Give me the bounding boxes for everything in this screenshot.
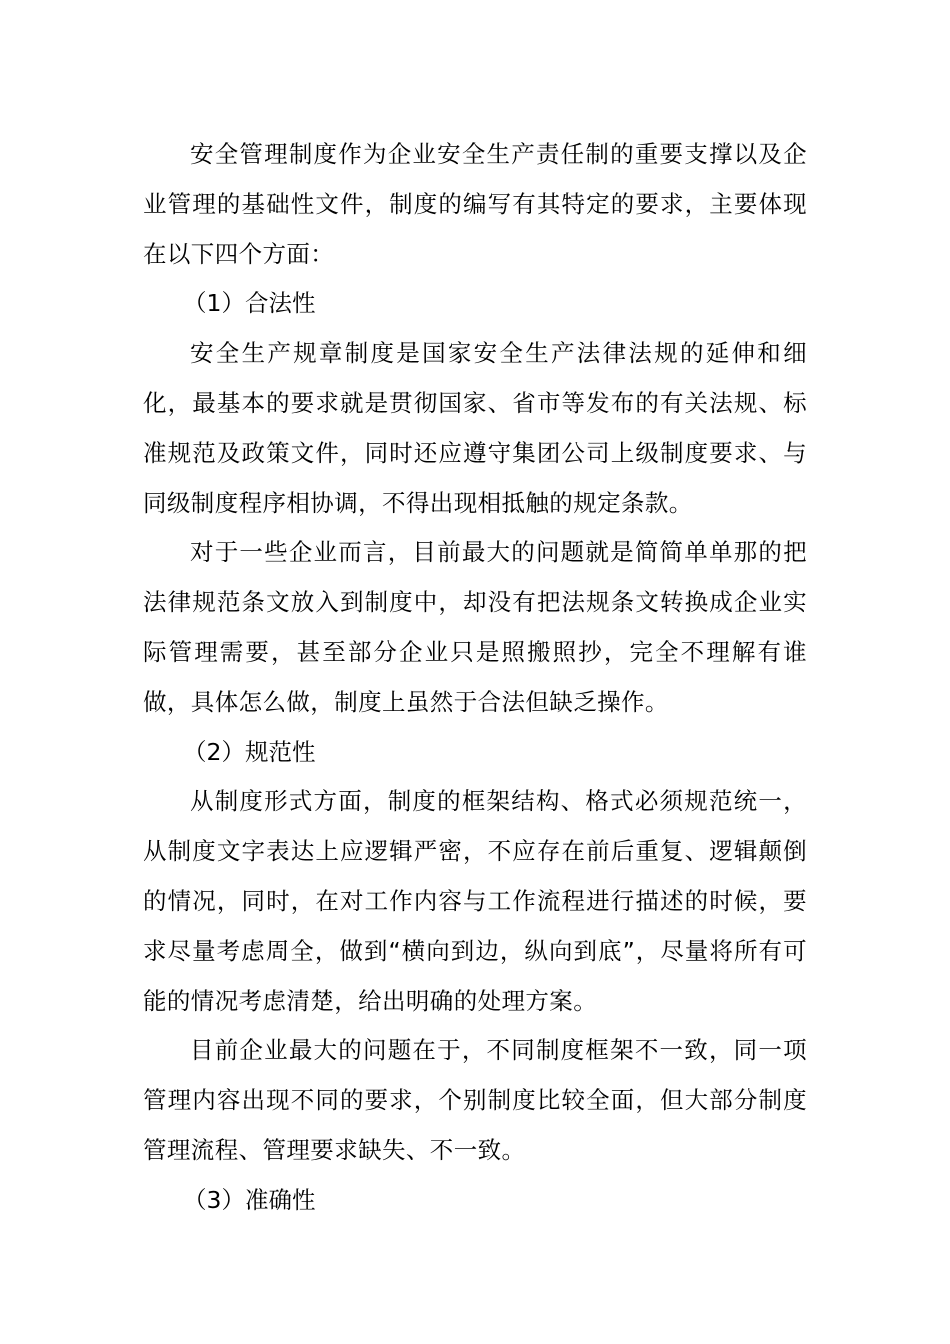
intro-paragraph: 安全管理制度作为企业安全生产责任制的重要支撑以及企业管理的基础性文件，制度的编写有其特定的要求，主要体现在以下四个方面： bbox=[143, 140, 807, 268]
document-body bbox=[143, 130, 807, 1226]
section-heading-standardization: （2）规范性 bbox=[183, 737, 316, 766]
section-heading-accuracy: （3）准确性 bbox=[183, 1185, 316, 1214]
legality-paragraph-1: 安全生产规章制度是国家安全生产法律法规的延伸和细化，最基本的要求就是贯彻国家、省市等发布的有关法规、标准规范及政策文件，同时还应遵守集团公司上级制度要求、与同级制度程序相协调，不得出现相抵触的规定条款。 bbox=[143, 339, 807, 517]
standardization-paragraph-2: 目前企业最大的问题在于，不同制度框架不一致，同一项管理内容出现不同的要求，个别制度比较全面，但大部分制度管理流程、管理要求缺失、不一致。 bbox=[143, 1036, 807, 1164]
section-heading-legality: （1）合法性 bbox=[183, 289, 316, 318]
legality-paragraph-2: 对于一些企业而言，目前最大的问题就是简简单单那的把法律规范条文放入到制度中，却没有把法规条文转换成企业实际管理需要，甚至部分企业只是照搬照抄，完全不理解有谁做，具体怎么做，制度上虽然于合法但缺乏操作。 bbox=[143, 538, 807, 716]
standardization-paragraph-1: 从制度形式方面，制度的框架结构、格式必须规范统一，从制度文字表达上应逻辑严密，不应存在前后重复、逻辑颠倒的情况，同时，在对工作内容与工作流程进行描述的时候，要求尽量考虑周全，做到“横向到边，纵向到底”，尽量将所有可能的情况考虑清楚，给出明确的处理方案。 bbox=[143, 787, 807, 1015]
